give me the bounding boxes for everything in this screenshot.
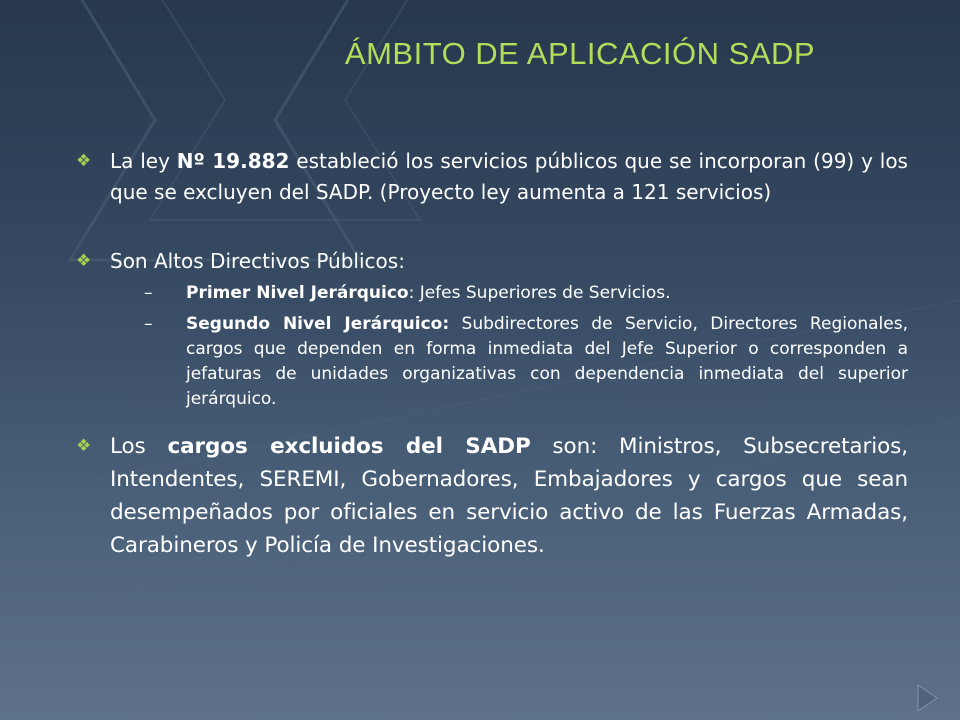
- segundo-nivel-label: Segundo Nivel Jerárquico:: [186, 314, 450, 334]
- diamond-bullet-icon: ❖: [76, 436, 92, 456]
- bullet-excluidos-text-pre: Los: [110, 434, 168, 459]
- primer-nivel-text: : Jefes Superiores de Servicios.: [408, 283, 671, 303]
- bullet-law-text-post: estableció los servicios públicos que se incorporan (99) y los que se excluyen del SADP. (Proyecto ley aumenta a 121 servicios): [110, 149, 908, 204]
- corner-arrow-icon: [918, 685, 937, 711]
- dash-marker: –: [144, 283, 153, 303]
- sub-bullet-segundo-nivel: [70, 312, 908, 412]
- bullet-directivos-text: Son Altos Directivos Públicos:: [110, 249, 405, 273]
- dash-marker: –: [144, 314, 153, 334]
- bullet-excluidos: [70, 430, 908, 562]
- bullet-excluidos-text-post: son: Ministros, Subsecretarios, Intendentes, SEREMI, Gobernadores, Embajadores y cargos que sean desempeñados por oficiales en servicio activo de las Fuerzas Armadas, Carabineros y Policía de Investigaciones.: [110, 434, 909, 558]
- cargos-excluidos-label: cargos excluidos del SADP: [167, 434, 531, 459]
- slide-title: ÁMBITO DE APLICACIÓN SADP: [344, 36, 816, 71]
- segundo-nivel-text: Subdirectores de Servicio, Directores Regionales, cargos que dependen en forma inmediata del Jefe Superior o corresponden a jefaturas de unidades organizativas con dependencia inmediata del superior jerárquico.: [186, 314, 908, 409]
- diamond-bullet-icon: ❖: [76, 251, 92, 271]
- bullet-directivos: [70, 246, 908, 277]
- diamond-bullet-icon: ❖: [76, 151, 92, 171]
- primer-nivel-label: Primer Nivel Jerárquico: [186, 283, 409, 303]
- bullet-law: [70, 146, 908, 208]
- slide-content: [70, 146, 908, 562]
- law-number: Nº 19.882: [176, 149, 290, 173]
- sub-bullet-primer-nivel: [70, 281, 908, 306]
- bullet-law-text-pre: La ley: [110, 149, 177, 173]
